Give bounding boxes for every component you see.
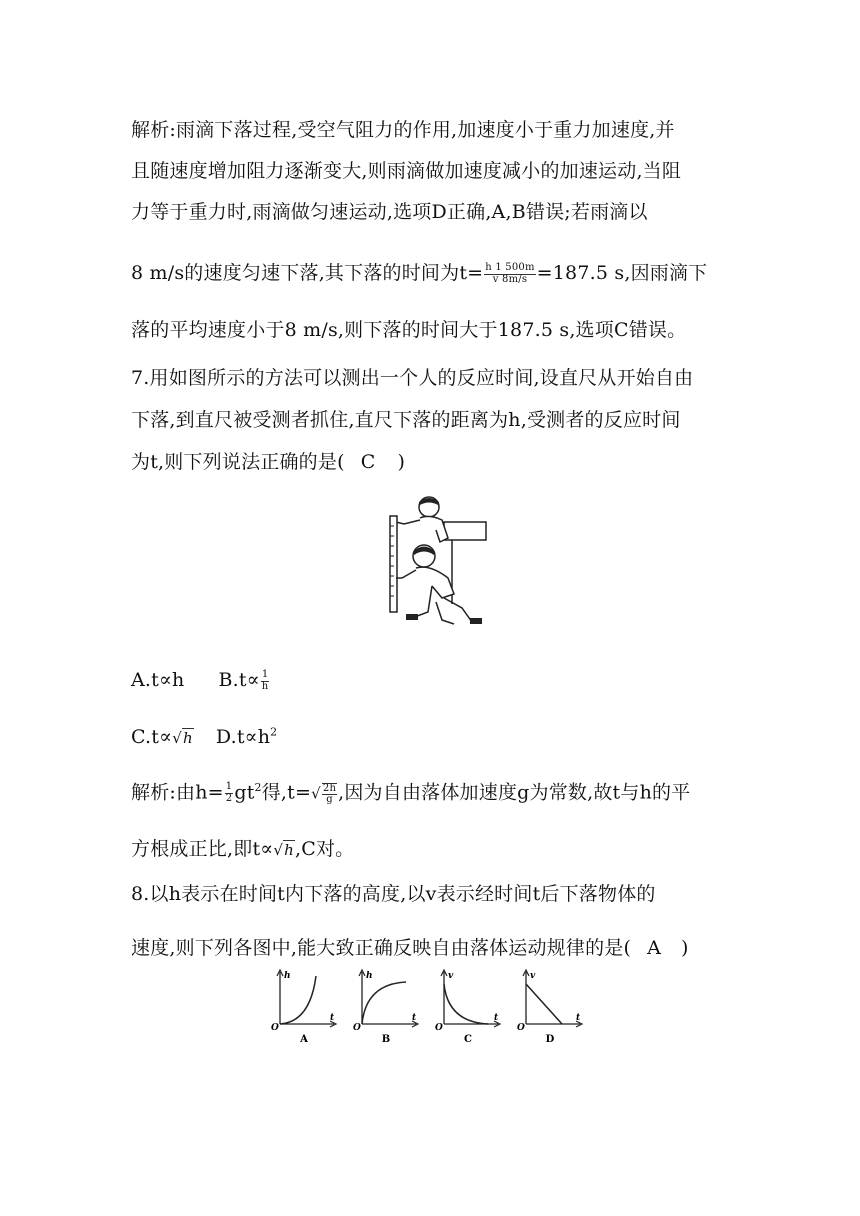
analysis-line: 落的平均速度小于8 m/s,则下落的时间大于187.5 s,选项C错误。 — [131, 319, 687, 341]
option-row — [131, 727, 277, 747]
option-a: A.t∝h — [131, 669, 185, 691]
fraction — [261, 670, 270, 692]
option-b — [219, 669, 271, 691]
y-axis-label: h — [284, 971, 291, 981]
origin-label: O — [271, 1023, 279, 1033]
x-axis-label: t — [494, 1013, 499, 1023]
analysis-line — [131, 782, 690, 806]
fraction — [322, 783, 337, 806]
graph-caption: B — [381, 1034, 391, 1045]
answer-letter: A — [647, 937, 662, 959]
square-root: √ $\frac{2h}{g}$ — [311, 782, 337, 806]
motion-graphs — [266, 966, 590, 1048]
text: B.t∝ — [218, 669, 260, 691]
option-c — [131, 726, 194, 748]
graph-curve — [280, 976, 316, 1024]
x-axis-label: t — [330, 1013, 335, 1023]
x-axis-label: t — [576, 1013, 581, 1023]
analysis-line: 且随速度增加阻力逐渐变大,则雨滴做加速度减小的加速运动,当阻 — [131, 160, 682, 182]
graph-b — [353, 970, 418, 1045]
origin-label: O — [353, 1023, 361, 1033]
graph-curve — [526, 984, 562, 1024]
question-line: 8.以h表示在时间t内下落的高度,以v表示经时间t后下落物体的 — [131, 883, 656, 905]
question-line: 下落,到直尺被受测者抓住,直尺下落的距离为h,受测者的反应时间 — [131, 409, 681, 431]
reaction-time-illustration — [382, 494, 488, 634]
text: 方根成正比,即t∝ — [131, 838, 274, 860]
y-axis-label: v — [530, 971, 536, 981]
text: 8 m/s的速度匀速下落,其下落的时间为t= — [131, 262, 484, 284]
origin-label: O — [517, 1023, 525, 1033]
graph-curve — [362, 982, 406, 1024]
graph-a — [271, 970, 336, 1045]
text: 速度,则下列各图中,能大致正确反映自由落体运动规律的是( — [131, 937, 632, 959]
fraction-numerator: 1 — [225, 781, 233, 793]
analysis-line — [131, 840, 354, 859]
text: C.t∝ — [131, 726, 173, 749]
text: ,C对。 — [294, 838, 355, 860]
text: 为t,则下列说法正确的是( — [131, 451, 345, 473]
analysis-line — [131, 263, 707, 285]
square-root: √h — [273, 841, 294, 859]
y-axis-label: v — [448, 971, 454, 981]
fraction-denominator: g — [326, 794, 333, 806]
text: 解析:由h= — [131, 781, 224, 804]
text: ,因为自由落体加速度g为常数,故t与h的平 — [338, 781, 691, 804]
y-axis-label: h — [366, 971, 373, 981]
radicand: h — [284, 841, 294, 859]
text: D.t∝h — [215, 726, 271, 749]
answer-letter: C — [360, 451, 376, 473]
square-root: √h — [172, 729, 193, 748]
radicand: h — [182, 729, 193, 748]
x-axis-label: t — [412, 1013, 417, 1023]
fraction-numerator: h 1 500m — [485, 262, 535, 273]
text: 得,t= — [261, 781, 312, 804]
graph-c — [435, 970, 500, 1045]
analysis-line: 力等于重力时,雨滴做匀速运动,选项D正确,A,B错误;若雨滴以 — [131, 201, 648, 223]
fraction-denominator: v 8m/s — [492, 273, 528, 285]
fraction-numerator: 1 — [261, 669, 269, 680]
fraction — [484, 263, 535, 285]
fraction — [225, 782, 234, 804]
fraction-denominator: h — [261, 680, 269, 692]
graph-caption: D — [545, 1034, 555, 1045]
option-d — [216, 726, 278, 748]
question-line — [131, 939, 689, 958]
exponent: 2 — [270, 726, 278, 739]
graph-curve — [444, 984, 488, 1024]
question-line — [131, 453, 405, 472]
text: =187.5 s,因雨滴下 — [536, 262, 708, 284]
graph-caption: C — [464, 1034, 472, 1045]
origin-label: O — [435, 1023, 443, 1033]
text: ) — [397, 451, 406, 473]
graph-d — [517, 970, 582, 1045]
option-row — [131, 670, 270, 692]
graph-caption: A — [300, 1034, 308, 1045]
fraction-denominator: 2 — [225, 792, 233, 804]
text: gt — [234, 781, 255, 804]
exponent: 2 — [254, 781, 262, 794]
fraction-numerator: 2h — [322, 782, 337, 794]
text: ) — [681, 937, 689, 959]
question-line: 7.用如图所示的方法可以测出一个人的反应时间,设直尺从开始自由 — [131, 367, 694, 389]
analysis-line: 解析:雨滴下落过程,受空气阻力的作用,加速度小于重力加速度,并 — [131, 119, 675, 141]
